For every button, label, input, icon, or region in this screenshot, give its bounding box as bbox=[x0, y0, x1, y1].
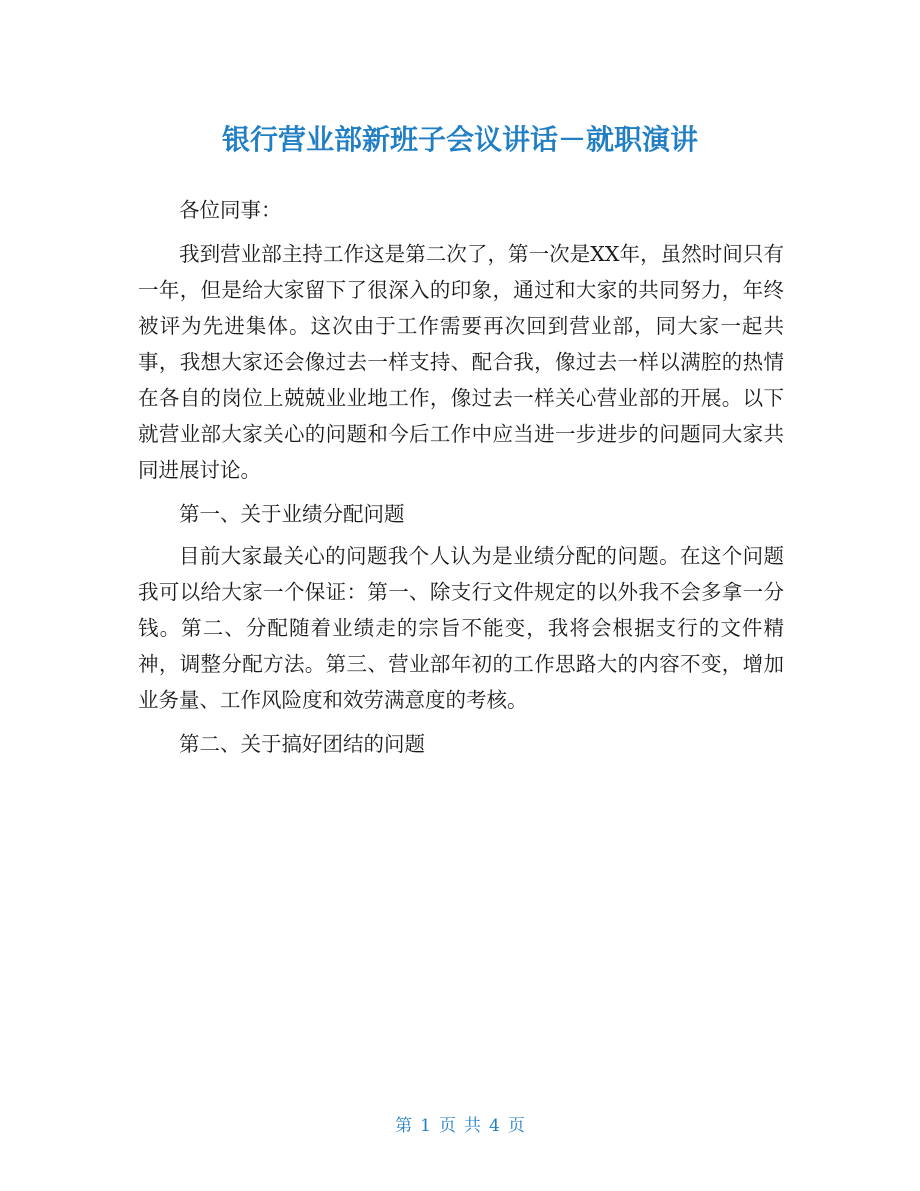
document-body bbox=[138, 192, 784, 768]
page-label-mid: 页 bbox=[439, 1116, 456, 1136]
salutation: 各位同事： bbox=[179, 198, 282, 222]
section-heading-2: 第二、关于搞好团结的问题 bbox=[179, 732, 425, 756]
current-page-number: 1 bbox=[420, 1116, 431, 1136]
page-footer bbox=[0, 1112, 920, 1140]
document-title: 银行营业部新班子会议讲话－就职演讲 bbox=[221, 123, 698, 156]
paragraph-intro: 我到营业部主持工作这是第二次了，第一次是XX年，虽然时间只有一年，但是给大家留下了很深入的印象，通过和大家的共同努力，年终被评为先进集体。这次由于工作需要再次回到营业部，同大家一起共事，我想大家还会像过去一样支持、配合我，像过去一样以满腔的热情在各自的岗位上兢兢业业地工作，像过去一样关心营业部的开展。以下就营业部大家关心的问题和今后工作中应当进一步进步的问题同大家共同进展讨论。 bbox=[138, 242, 784, 482]
page-label-prefix: 第 bbox=[395, 1116, 413, 1136]
page-label-suffix: 页 bbox=[507, 1116, 525, 1136]
total-label: 共 bbox=[464, 1116, 481, 1136]
paragraph-performance: 目前大家最关心的问题我个人认为是业绩分配的问题。在这个问题我可以给大家一个保证：第一、除支行文件规定的以外我不会多拿一分钱。第二、分配随着业绩走的宗旨不能变，我将会根据支行的文件精神，调整分配方法。第三、营业部年初的工作思路大的内容不变，增加业务量、工作风险度和效劳满意度的考核。 bbox=[138, 544, 784, 712]
total-pages-number: 4 bbox=[489, 1116, 500, 1136]
section-heading-1: 第一、关于业绩分配问题 bbox=[179, 502, 405, 526]
